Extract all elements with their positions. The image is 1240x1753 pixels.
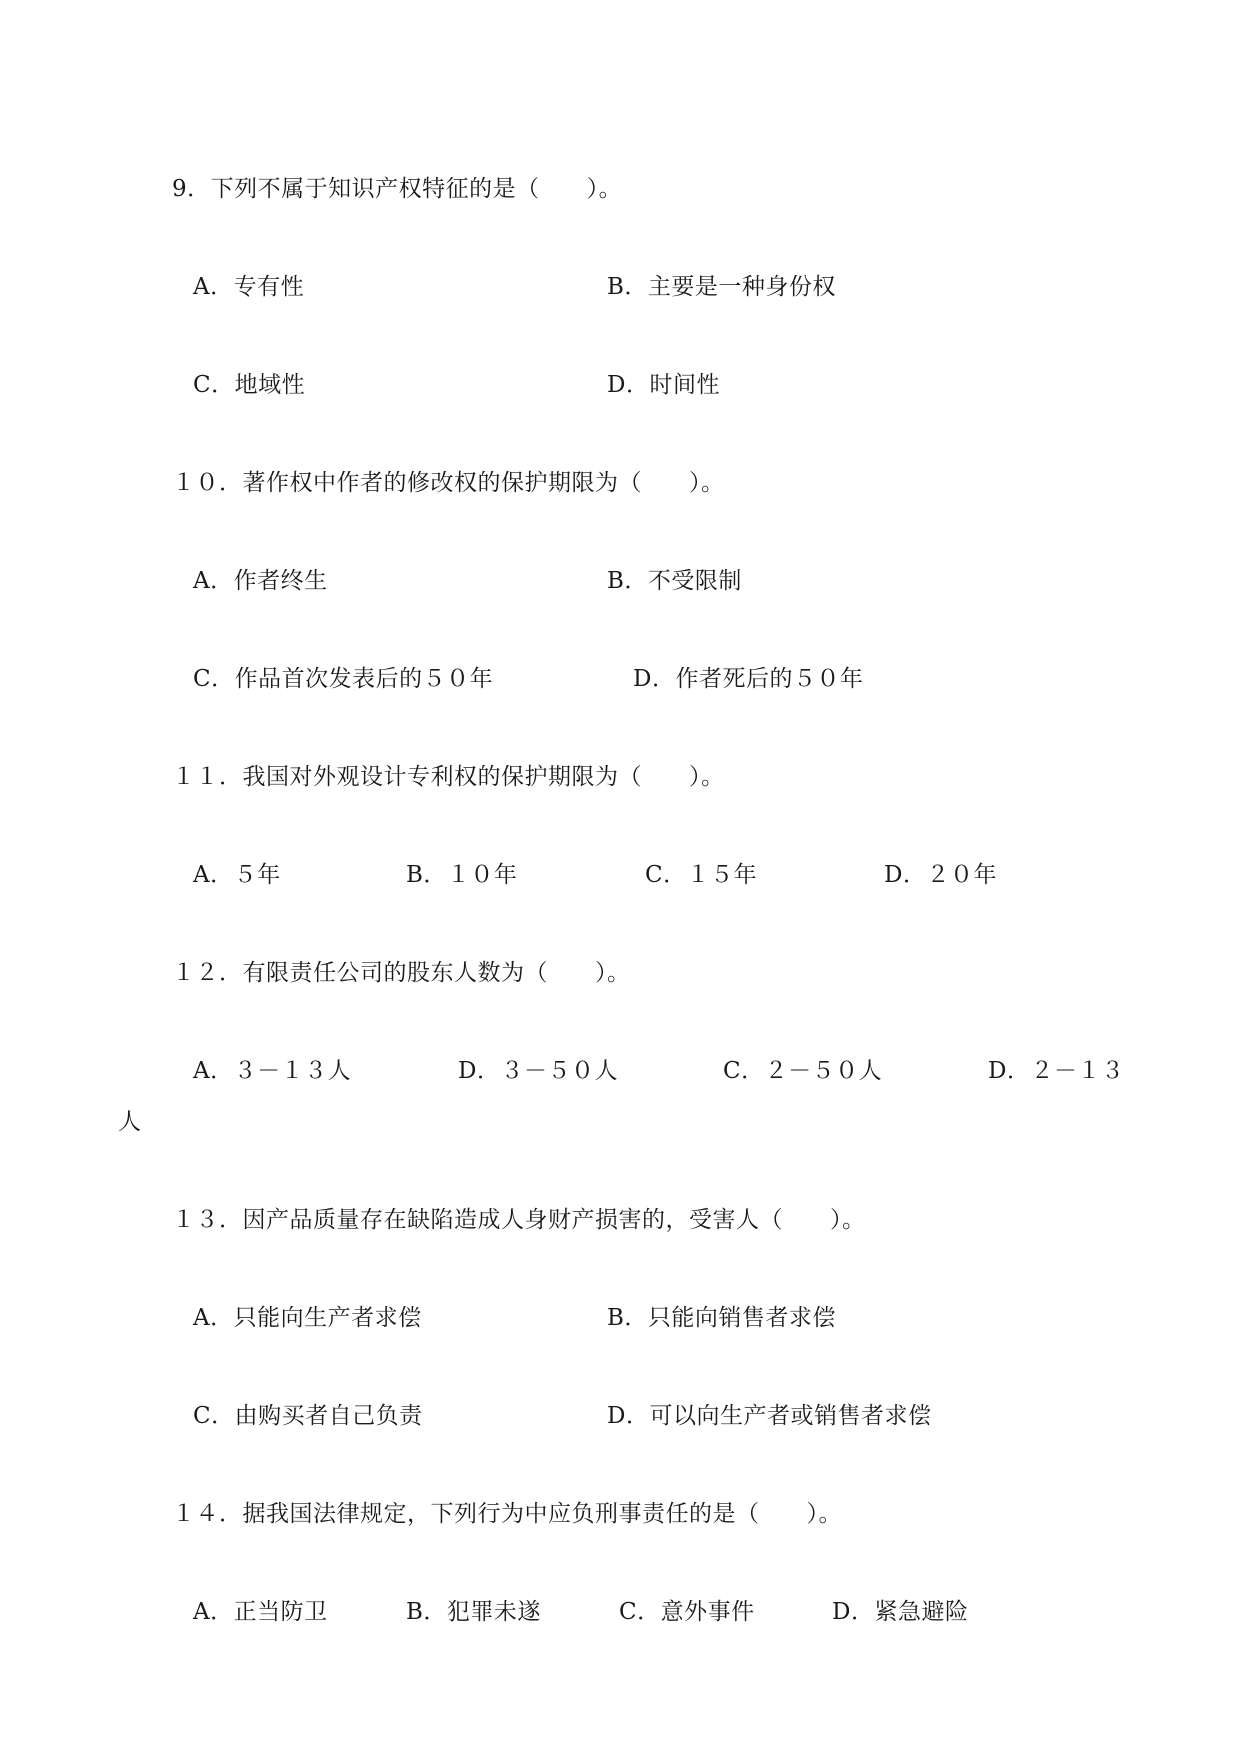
question-12-option-d: D．２－１３ (988, 1058, 1125, 1084)
question-13-stem: １３．因产品质量存在缺陷造成人身财产损害的，受害人（ ）。 (172, 1207, 866, 1233)
question-11-option-d: D．２０年 (884, 862, 997, 888)
question-13-option-a: A．只能向生产者求偿 (193, 1305, 422, 1331)
question-9-option-d: D．时间性 (607, 372, 720, 398)
question-12-option-a: A．３－１３人 (193, 1058, 352, 1084)
question-12-option-c: C．２－５０人 (723, 1058, 883, 1084)
question-14-option-d: D．紧急避险 (832, 1599, 969, 1625)
question-14-option-c: C．意外事件 (619, 1599, 755, 1625)
question-10-option-a: A．作者终生 (193, 568, 328, 594)
question-9-stem: 9．下列不属于知识产权特征的是（ ）。 (172, 176, 623, 202)
question-10-option-b: B．不受限制 (607, 568, 742, 594)
question-11-stem: １１．我国对外观设计专利权的保护期限为（ ）。 (172, 764, 725, 790)
question-10-stem: １０．著作权中作者的修改权的保护期限为（ ）。 (172, 470, 725, 496)
question-11-option-a: A．５年 (193, 862, 281, 888)
question-10-option-c: C．作品首次发表后的５０年 (193, 666, 494, 692)
question-14-option-b: B．犯罪未遂 (406, 1599, 541, 1625)
question-9-option-c: C．地域性 (193, 372, 306, 398)
question-12-stem: １２．有限责任公司的股东人数为（ ）。 (172, 960, 631, 986)
question-9-option-a: A．专有性 (193, 274, 305, 300)
question-14-stem: １４．据我国法律规定，下列行为中应负刑事责任的是（ ）。 (172, 1501, 842, 1527)
question-14-option-a: A．正当防卫 (193, 1599, 328, 1625)
question-10-option-d: D．作者死后的５０年 (633, 666, 864, 692)
question-9-option-b: B．主要是一种身份权 (607, 274, 836, 300)
question-12-option-d-wrap: 人 (118, 1109, 142, 1135)
question-11-option-c: C．１５年 (645, 862, 758, 888)
question-13-option-b: B．只能向销售者求偿 (607, 1305, 836, 1331)
question-12-option-b: D．３－５０人 (458, 1058, 618, 1084)
question-13-option-c: C．由购买者自己负责 (193, 1403, 423, 1429)
question-13-option-d: D．可以向生产者或销售者求偿 (607, 1403, 932, 1429)
question-11-option-b: B．１０年 (406, 862, 518, 888)
